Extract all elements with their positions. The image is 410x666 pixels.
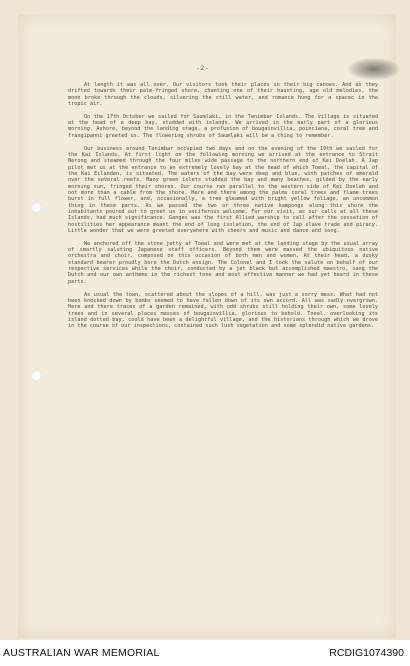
paragraph: Our business around Tenimbar occupied two days and on the evening of the 19th we sailed for the Kai Islands. At first light on the following morning we arrived at the entrance to Strait Nerong and steamed through the four miles wide passage to the northern end of Kei Doelah. A Jap pilot met us at the entrance to an extremely lovely bay at the head of which Toeal, the capital of the Kai Eilanden, is situated. The waters of the bay were deep and blue, with patches of emerald over the several reefs. Many green islets studded the bay and many beaches, gilded by the early morning sun, fringed their shores. Our course ran parallel to the western side of Kei Doelah and not more than a cable from the shore. Here and there among the palms coral trees and flame trees burst in full flower, and, occasionally, a tree gleamed with bright yellow foliage, an uncommon thing in these parts. As we passed the two or three native kampongs along this shore the inhabitants poured out to greet us in vociferous welcome. For our visit, as our calls at all these Islands, had much significance. Ganges was the first Allied warship to call after the cessation of hostilities her appearance meant the end of long isolation, the end of Jap slave trade and piracy. Little wonder that we were greeted everywhere with cheers and music and dance and song. <box>68 145 378 234</box>
paragraph: We anchored off the stone jetty at Toeal and were met at the landing stage by the usual array of smartly saluting Japanese staff officers. Beyond them were massed the ubiquitous native orchestra and choir, composed on this occasion of both men and women. At their head, a dusky standard bearer proudly bore the Dutch ensign. The Colonel and I took the salute on behalf of our respective services while the choir, conducted by a jet black but accomplished maestro, sang the Dutch and our own anthems in the richest tone and most effective manner we had yet heard in these parts. <box>68 240 378 285</box>
archive-name: AUSTRALIAN WAR MEMORIAL <box>3 647 160 659</box>
paragraph: As usual the town, scattered about the slopes of a hill, was just a sorry mess. What had not been knocked down by bombs seemed to have fallen down of its own accord. All was sadly overgrown. Here and there traces of a garden remained, with odd shrubs still holding their own, some lovely trees and in several places masses of bougainvillia, glorious to behold. Toeal, overlooking its island dotted bay, could have been a delightful village, and the historians through which we drove in the course of our inspections, contained such lush vegetation and some splendid native gardens. <box>68 291 378 330</box>
ink-stain <box>348 58 400 80</box>
punch-hole <box>31 202 42 213</box>
body-text <box>68 82 378 336</box>
paragraph: On the 17th October we sailed for Saumlaki, in the Tenimbar Islands. The village is situated at the head of a deep bay, studded with islands. We arrived in the early part of a glorious morning. Ashore, beyond the landing stage, a profusion of bougainvillia, poinciana, coral tree and frangipanni greeted us. The flowering shrubs of Saumlaki will be a thing to remember. <box>68 113 378 139</box>
record-id: RCDIG1074390 <box>329 647 404 659</box>
paragraph: At length it was all over. Our visitors took their places in their big canoes. And as they drifted towards their palm-fringed shore, chanting one of their haunting, age old melodies, the moon broke through the clouds, silvering the still water, and romance hung for a spacec in the tropic air. <box>68 82 378 108</box>
footer-bar <box>0 640 410 666</box>
page-number: -2- <box>196 64 210 72</box>
punch-hole <box>31 370 42 381</box>
